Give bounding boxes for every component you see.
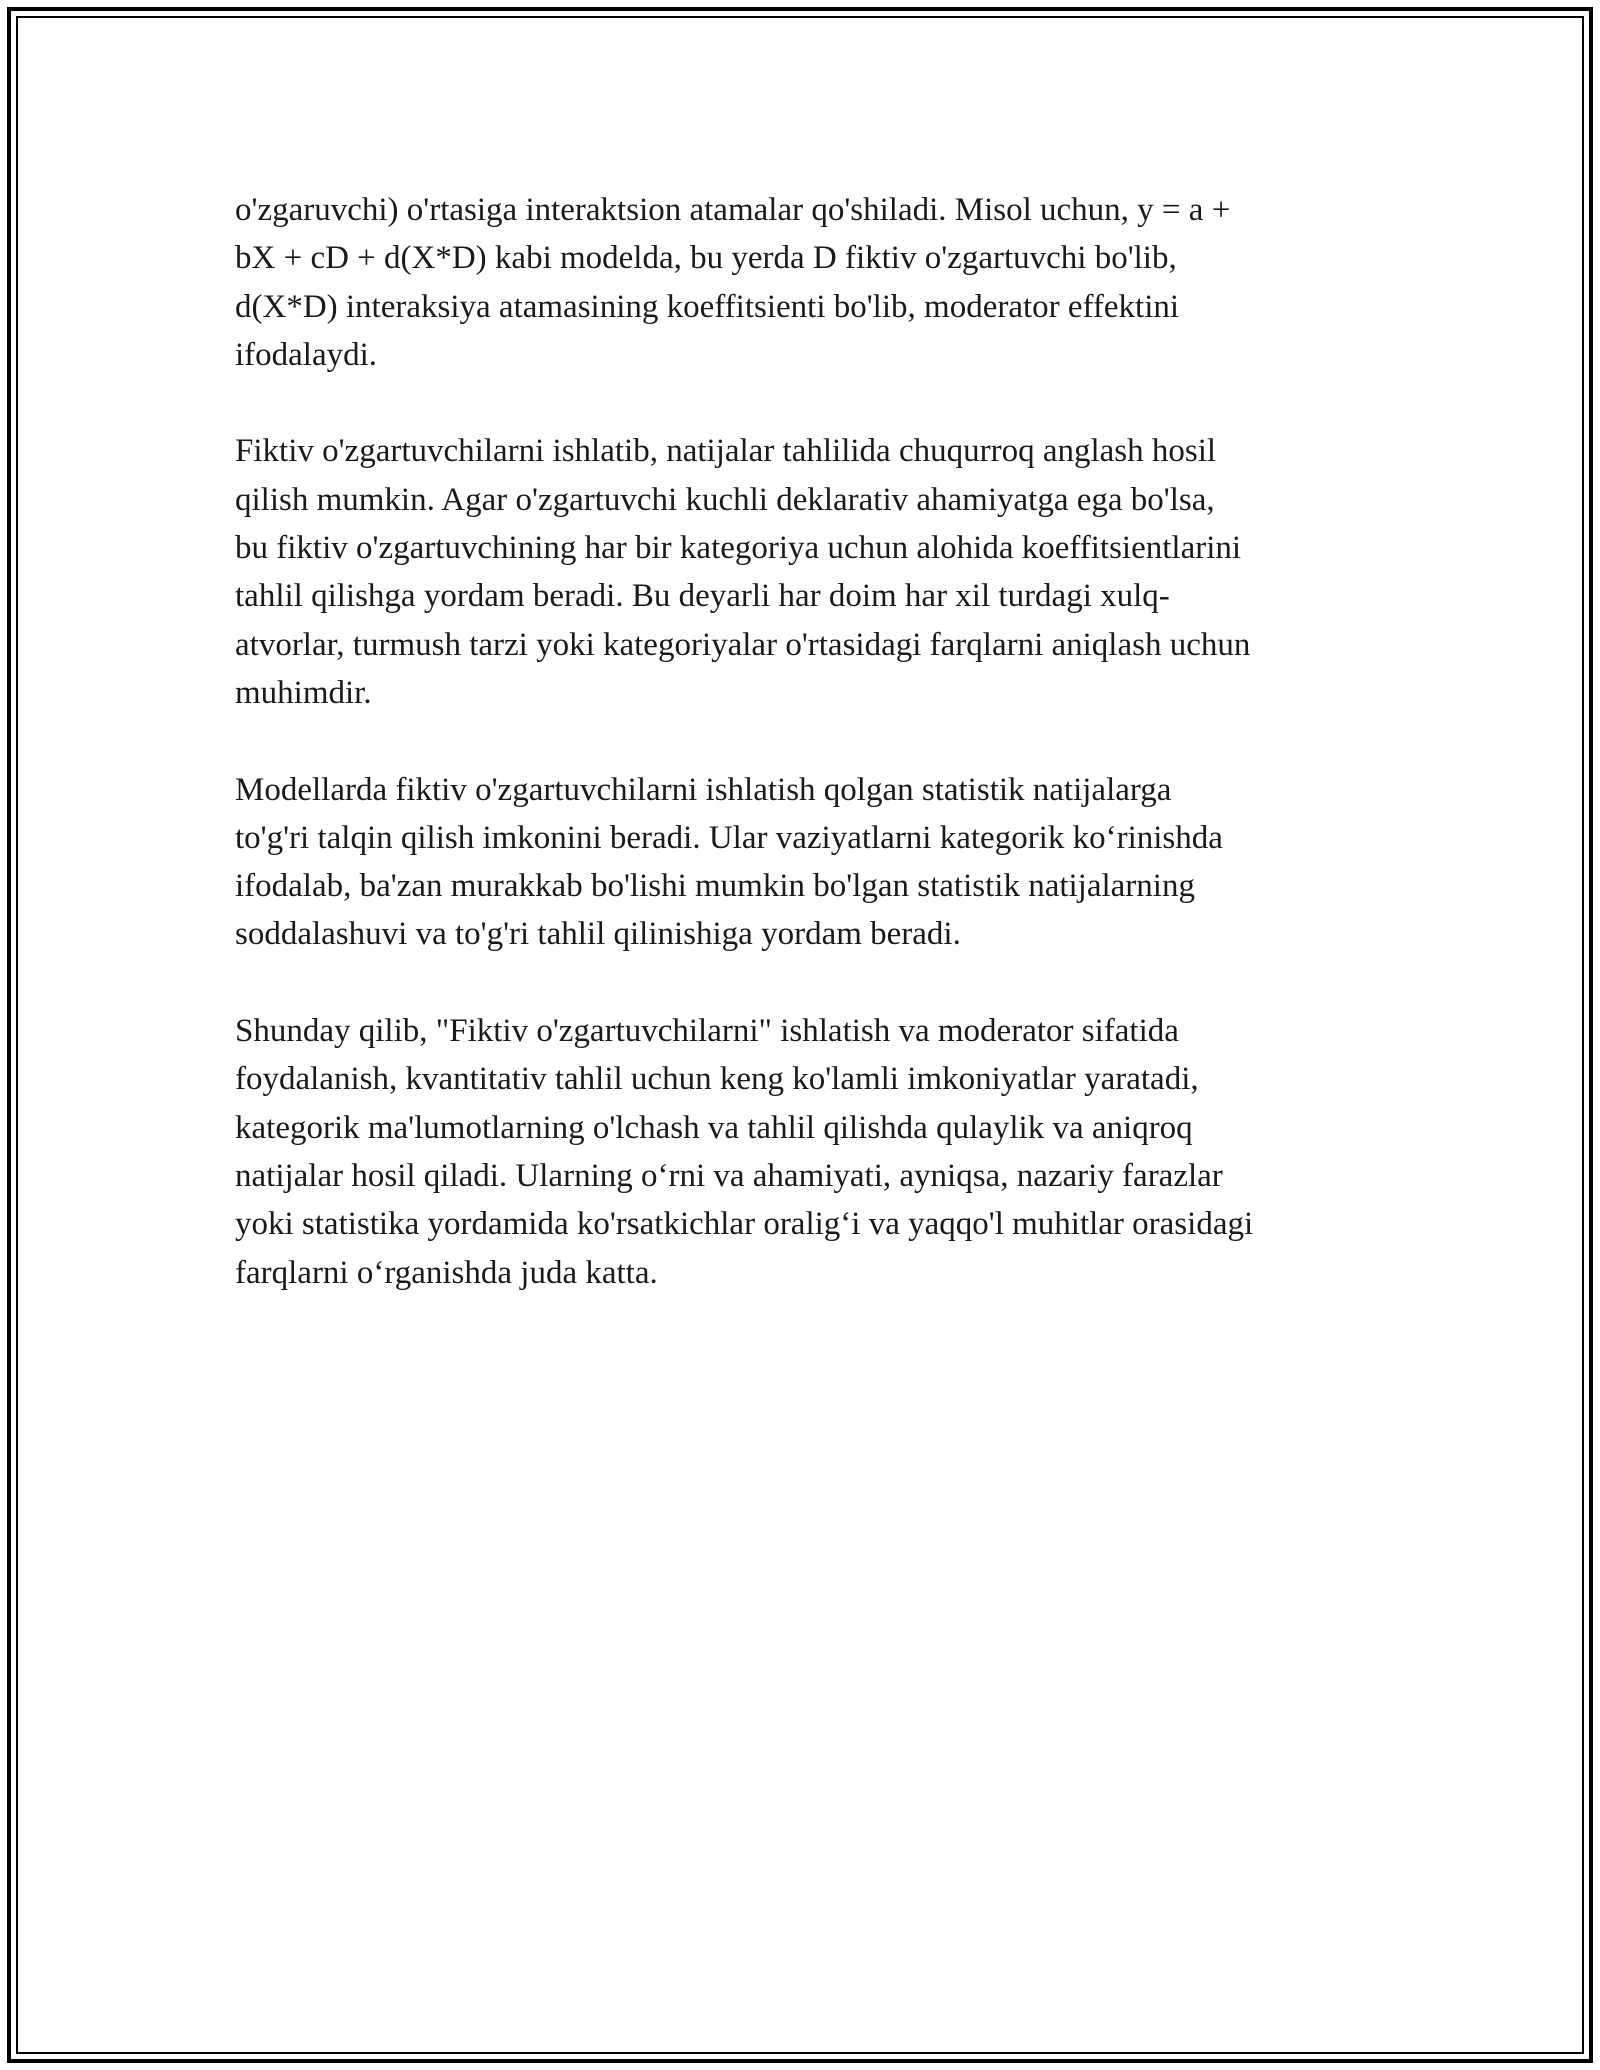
text-line: ifodalaydi. bbox=[235, 336, 378, 373]
text-line: bu fiktiv o'zgartuvchining har bir kategoriya uchun alohida koeffitsientlarini bbox=[235, 530, 1242, 567]
text-line: foydalanish, kvantitativ tahlil uchun keng ko'lamli imkoniyatlar yaratadi, bbox=[235, 1061, 1199, 1098]
text-line: to'g'ri talqin qilish imkonini beradi. Ular vaziyatlarni kategorik ko‘rinishda bbox=[235, 819, 1223, 856]
paragraph-1 bbox=[235, 186, 1385, 379]
text-line: o'zgaruvchi) o'rtasiga interaktsion atamalar qo'shiladi. Misol uchun, y = a + bbox=[235, 192, 1231, 228]
text-line: bX + cD + d(X*D) kabi modelda, bu yerda D fiktiv o'zgartuvchi bo'lib, bbox=[235, 240, 1177, 277]
paragraph-3 bbox=[235, 766, 1385, 959]
text-line: yoki statistika yordamida ko'rsatkichlar oralig‘i va yaqqo'l muhitlar orasidagi bbox=[235, 1206, 1254, 1243]
text-line: soddalashuvi va to'g'ri tahlil qilinishiga yordam beradi. bbox=[235, 916, 961, 953]
text-line: ifodalab, ba'zan murakkab bo'lishi mumkin bo'lgan statistik natijalarning bbox=[235, 868, 1195, 905]
document-body bbox=[235, 186, 1385, 1345]
text-line: qilish mumkin. Agar o'zgartuvchi kuchli deklarativ ahamiyatga ega bo'lsa, bbox=[235, 481, 1215, 518]
text-line: d(X*D) interaksiya atamasining koeffitsienti bo'lib, moderator effektini bbox=[235, 288, 1180, 325]
text-line: Modellarda fiktiv o'zgartuvchilarni ishlatish qolgan statistik natijalarga bbox=[235, 771, 1172, 808]
text-line: farqlarni o‘rganishda juda katta. bbox=[235, 1254, 658, 1291]
text-line: Fiktiv o'zgartuvchilarni ishlatib, natijalar tahlilida chuqurroq anglash hosil bbox=[235, 433, 1217, 470]
text-line: tahlil qilishga yordam beradi. Bu deyarli har doim har xil turdagi xulq- bbox=[235, 578, 1170, 615]
paragraph-4 bbox=[235, 1007, 1385, 1297]
text-line: natijalar hosil qiladi. Ularning o‘rni va ahamiyati, ayniqsa, nazariy farazlar bbox=[235, 1157, 1223, 1194]
text-line: atvorlar, turmush tarzi yoki kategoriyalar o'rtasidagi farqlarni aniqlash uchun bbox=[235, 626, 1251, 663]
text-line: muhimdir. bbox=[235, 674, 372, 711]
paragraph-2 bbox=[235, 427, 1385, 717]
text-line: kategorik ma'lumotlarning o'lchash va tahlil qilishda qulaylik va aniqroq bbox=[235, 1109, 1193, 1146]
text-line: Shunday qilib, "Fiktiv o'zgartuvchilarni" ishlatish va moderator sifatida bbox=[235, 1013, 1179, 1050]
